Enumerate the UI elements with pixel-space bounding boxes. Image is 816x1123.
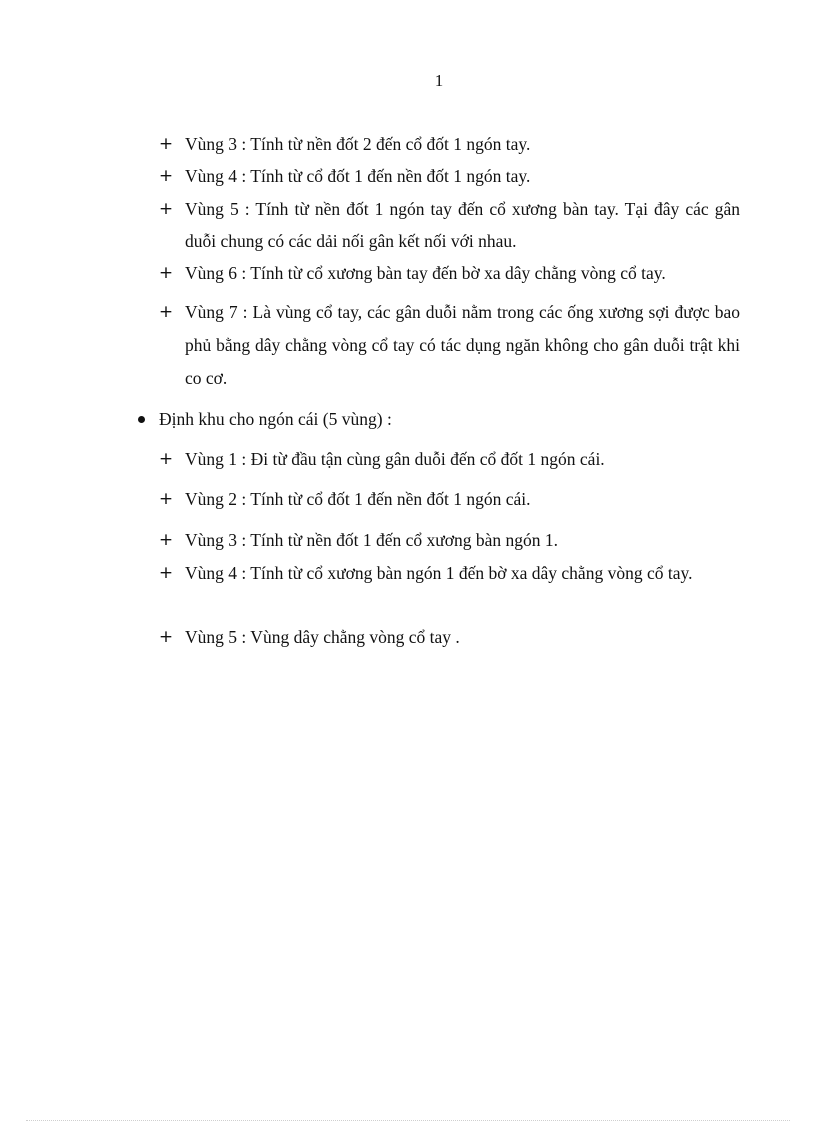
list-item-finger-region-5 — [158, 193, 740, 257]
list-item-text: Vùng 3 : Tính từ nền đốt 1 đến cổ xương bàn ngón 1. — [185, 530, 559, 550]
list-item-finger-region-4 — [158, 160, 740, 192]
list-item-finger-region-6 — [158, 257, 740, 289]
list-item-text: Vùng 7 : Là vùng cổ tay, các gân duỗi nằm trong các ống xương sợi được bao phủ bằng dây chằng vòng cổ tay có tác dụng ngăn không cho gân duỗi trật khi co cơ. — [185, 302, 740, 388]
plus-bullet-icon: + — [158, 449, 174, 469]
plus-bullet-icon: + — [158, 166, 174, 186]
list-item-text: Vùng 6 : Tính từ cổ xương bàn tay đến bờ xa dây chằng vòng cổ tay. — [185, 263, 666, 283]
plus-bullet-icon: + — [158, 199, 174, 219]
list-item-thumb-region-4 — [158, 557, 740, 589]
plus-bullet-icon: + — [158, 302, 174, 322]
section-heading-thumb — [134, 403, 740, 435]
plus-bullet-icon: + — [158, 530, 174, 550]
list-item-thumb-region-2 — [158, 483, 740, 515]
list-item-finger-region-7 — [158, 296, 740, 395]
list-item-thumb-region-3 — [158, 524, 740, 556]
page-number: 1 — [434, 71, 444, 90]
list-item-text: Vùng 4 : Tính từ cổ xương bàn ngón 1 đến bờ xa dây chằng vòng cổ tay. — [185, 563, 693, 583]
page-bottom-divider — [26, 1120, 790, 1121]
list-item-finger-region-3 — [158, 128, 740, 160]
list-item-text: Vùng 5 : Vùng dây chằng vòng cổ tay . — [185, 627, 460, 647]
list-item-text: Vùng 5 : Tính từ nền đốt 1 ngón tay đến cổ xương bàn tay. Tại đây các gân duỗi chung có các dải nối gân kết nối với nhau. — [185, 199, 740, 251]
plus-bullet-icon: + — [158, 563, 174, 583]
bullet-icon — [138, 416, 145, 423]
plus-bullet-icon: + — [158, 263, 174, 283]
list-item-thumb-region-1 — [158, 443, 740, 475]
list-item-text: Vùng 4 : Tính từ cổ đốt 1 đến nền đốt 1 ngón tay. — [185, 166, 531, 186]
plus-bullet-icon: + — [158, 489, 174, 509]
plus-bullet-icon: + — [158, 627, 174, 647]
list-item-thumb-region-5 — [158, 621, 740, 653]
list-item-text: Vùng 3 : Tính từ nền đốt 2 đến cổ đốt 1 ngón tay. — [185, 134, 531, 154]
section-heading-text: Định khu cho ngón cái (5 vùng) : — [159, 409, 392, 429]
plus-bullet-icon: + — [158, 134, 174, 154]
list-item-text: Vùng 1 : Đi từ đầu tận cùng gân duỗi đến cổ đốt 1 ngón cái. — [185, 449, 605, 469]
list-item-text: Vùng 2 : Tính từ cổ đốt 1 đến nền đốt 1 ngón cái. — [185, 489, 531, 509]
